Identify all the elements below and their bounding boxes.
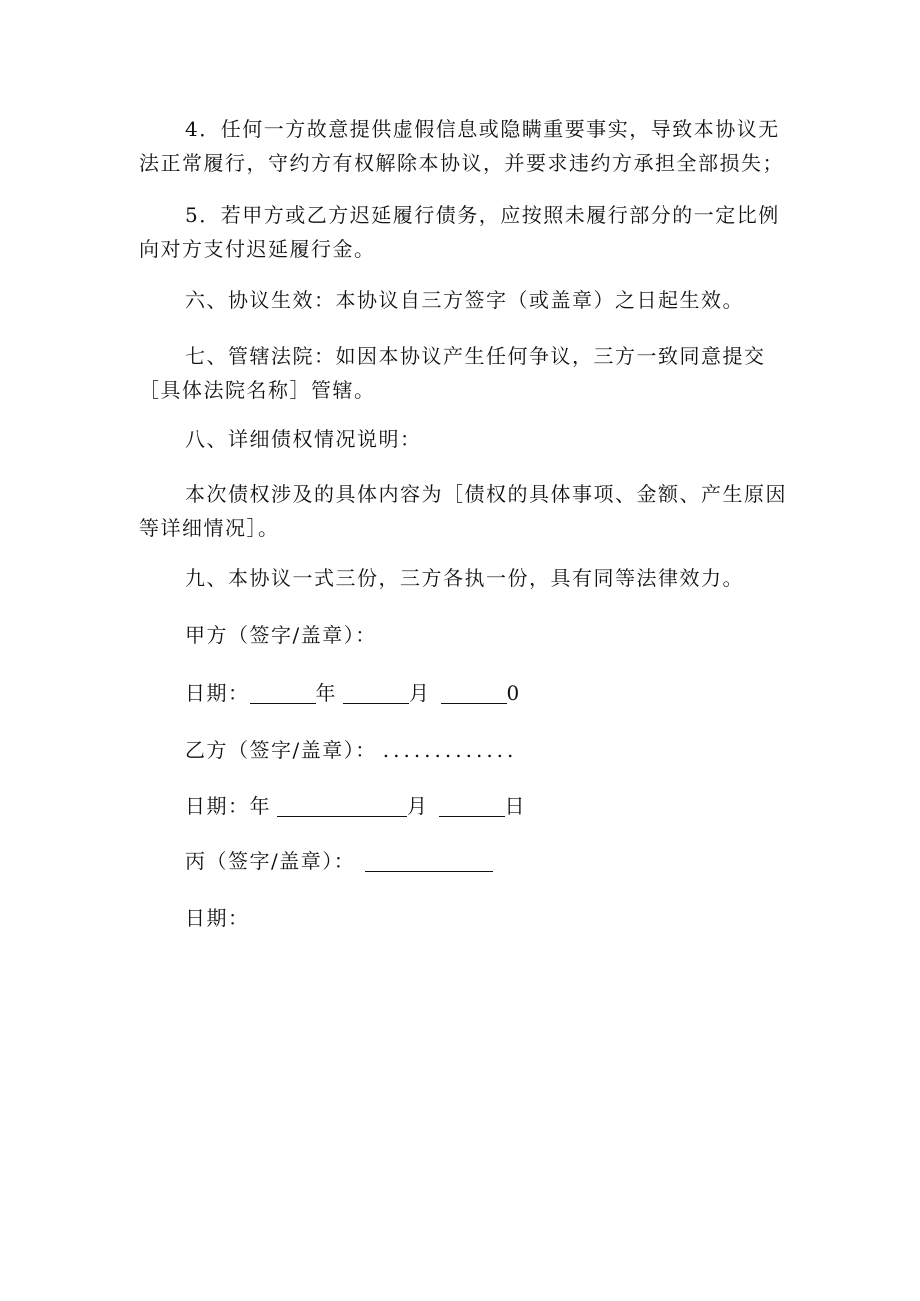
- clause-4: [139, 112, 799, 180]
- date-1-month-label: 月: [409, 681, 431, 705]
- date-2-label: 日期：年: [185, 794, 271, 818]
- date-line-2: [139, 789, 845, 823]
- party-c-blank: [365, 849, 493, 872]
- date-2-day-blank: [439, 794, 505, 817]
- date-1-day-blank: [441, 681, 507, 704]
- clause-5-line-2: 向对方支付迟延履行金。: [139, 237, 376, 261]
- party-c-signature: [139, 844, 845, 878]
- section-8-body-line-1: 本次债权涉及的具体内容为［债权的具体事项、金额、产生原因: [185, 482, 787, 506]
- date-2-year-blank: [277, 794, 407, 817]
- party-b-signature: [139, 733, 845, 767]
- clause-4-line-2: 法正常履行，守约方有权解除本协议，并要求违约方承担全部损失；: [139, 151, 784, 175]
- clause-4-line-1: 4．任何一方故意提供虚假信息或隐瞒重要事实，导致本协议无: [185, 117, 780, 141]
- party-c-label: 丙（签字/盖章）：: [185, 849, 356, 873]
- party-b-dots: .............: [382, 738, 518, 762]
- section-8-title: 八、详细债权情况说明：: [185, 427, 422, 451]
- section-7: [139, 339, 799, 407]
- section-9: 九、本协议一式三份，三方各执一份，具有同等法律效力。: [185, 566, 744, 590]
- clause-5: [139, 198, 799, 266]
- date-1-year-blank: [250, 681, 316, 704]
- date-line-3: 日期：: [185, 906, 250, 930]
- party-b-label: 乙方（签字/盖章）：: [185, 738, 377, 762]
- date-line-1: [139, 676, 845, 710]
- date-2-day-label: 日: [504, 794, 526, 818]
- section-8-body: [139, 477, 799, 545]
- date-1-year-label: 年: [315, 681, 337, 705]
- date-2-month-label: 月: [407, 794, 429, 818]
- section-8-body-line-2: 等详细情况］。: [139, 516, 280, 540]
- date-1-month-blank: [343, 681, 409, 704]
- section-7-line-1: 七、管辖法院：如因本协议产生任何争议，三方一致同意提交: [185, 344, 766, 368]
- section-7-line-2: ［具体法院名称］管辖。: [139, 378, 376, 402]
- section-6: 六、协议生效：本协议自三方签字（或盖章）之日起生效。: [185, 288, 744, 312]
- clause-5-line-1: 5．若甲方或乙方迟延履行债务，应按照未履行部分的一定比例: [185, 203, 780, 227]
- date-1-label: 日期：: [185, 681, 250, 705]
- party-a-signature: 甲方（签字/盖章）：: [185, 623, 377, 647]
- date-1-day-label: 0: [506, 681, 521, 705]
